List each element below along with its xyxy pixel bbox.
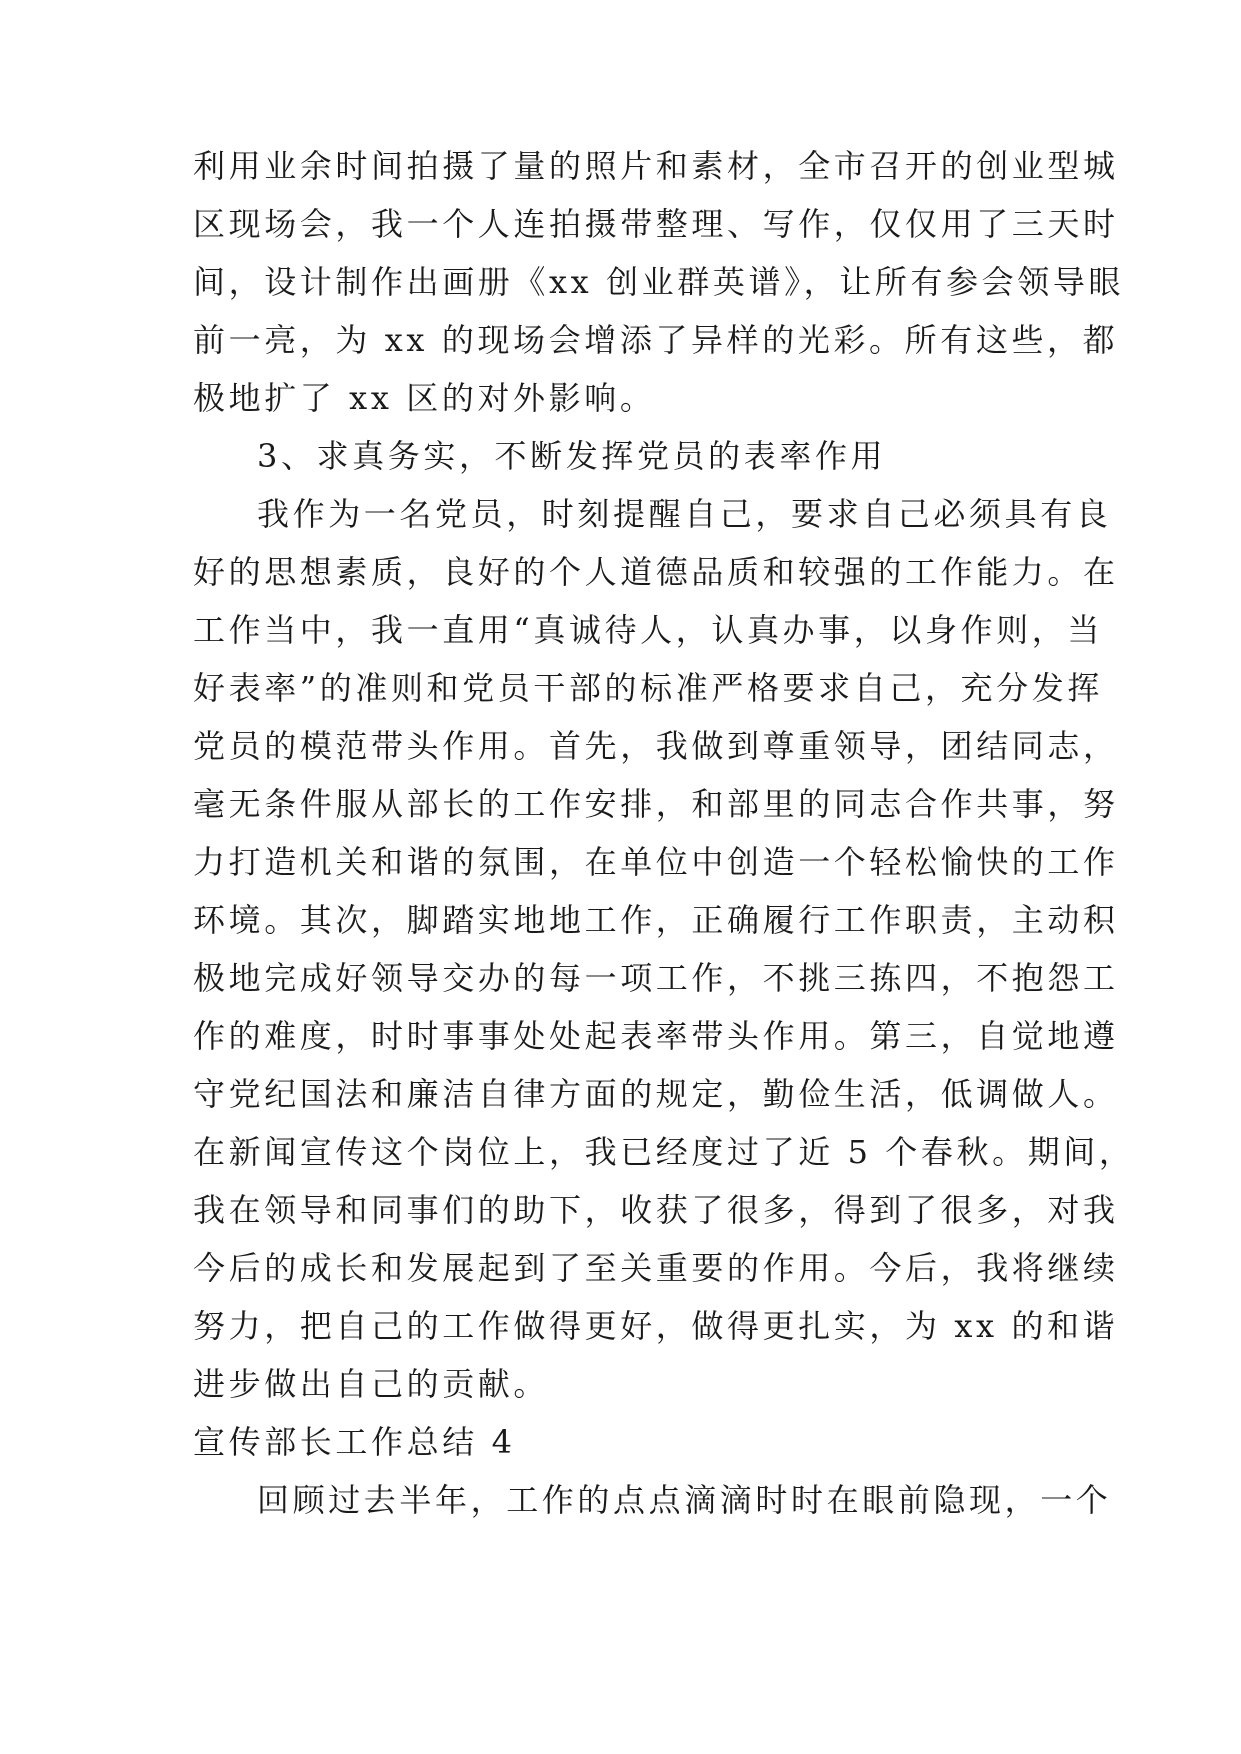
body-line: 进步做出自己的贡献。 [193, 1365, 550, 1403]
body-line: 守党纪国法和廉洁自律方面的规定，勤俭生活，低调做人。 [193, 1075, 1119, 1113]
body-line: 毫无条件服从部长的工作安排，和部里的同志合作共事，努 [193, 785, 1119, 823]
body-line: 前一亮，为 xx 的现场会增添了异样的光彩。所有这些，都 [193, 321, 1119, 359]
body-line: 间，设计制作出画册《xx 创业群英谱》，让所有参会领导眼 [193, 263, 1125, 301]
body-line: 今后的成长和发展起到了至关重要的作用。今后，我将继续 [193, 1249, 1119, 1287]
body-line: 好表率”的准则和党员干部的标准严格要求自己，充分发挥 [193, 669, 1103, 707]
body-line: 环境。其次，脚踏实地地工作，正确履行工作职责，主动积 [193, 901, 1119, 939]
body-line: 作的难度，时时事事处处起表率带头作用。第三，自觉地遵 [193, 1017, 1119, 1055]
paragraph-start-line: 我作为一名党员，时刻提醒自己，要求自己必须具有良 [257, 495, 1112, 533]
body-line: 好的思想素质，良好的个人道德品质和较强的工作能力。在 [193, 553, 1119, 591]
section-title: 宣传部长工作总结 4 [193, 1423, 516, 1461]
body-line: 极地完成好领导交办的每一项工作，不挑三拣四，不抱怨工 [193, 959, 1119, 997]
body-line: 利用业余时间拍摄了量的照片和素材，全市召开的创业型城 [193, 147, 1119, 185]
body-line: 努力，把自己的工作做得更好，做得更扎实，为 xx 的和谐 [193, 1307, 1119, 1345]
body-line: 力打造机关和谐的氛围，在单位中创造一个轻松愉快的工作 [193, 843, 1119, 881]
body-line: 党员的模范带头作用。首先，我做到尊重领导，团结同志， [193, 727, 1119, 765]
body-line: 在新闻宣传这个岗位上，我已经度过了近 5 个春秋。期间， [193, 1133, 1135, 1171]
body-line: 我在领导和同事们的助下，收获了很多，得到了很多，对我 [193, 1191, 1119, 1229]
paragraph-start-line: 回顾过去半年，工作的点点滴滴时时在眼前隐现，一个 [257, 1481, 1112, 1519]
section-heading: 3、求真务实，不断发挥党员的表率作用 [257, 437, 887, 475]
body-line: 极地扩了 xx 区的对外影响。 [193, 379, 656, 417]
body-line: 工作当中，我一直用“真诚待人，认真办事，以身作则，当 [193, 611, 1103, 649]
body-line: 区现场会，我一个人连拍摄带整理、写作，仅仅用了三天时 [193, 205, 1119, 243]
